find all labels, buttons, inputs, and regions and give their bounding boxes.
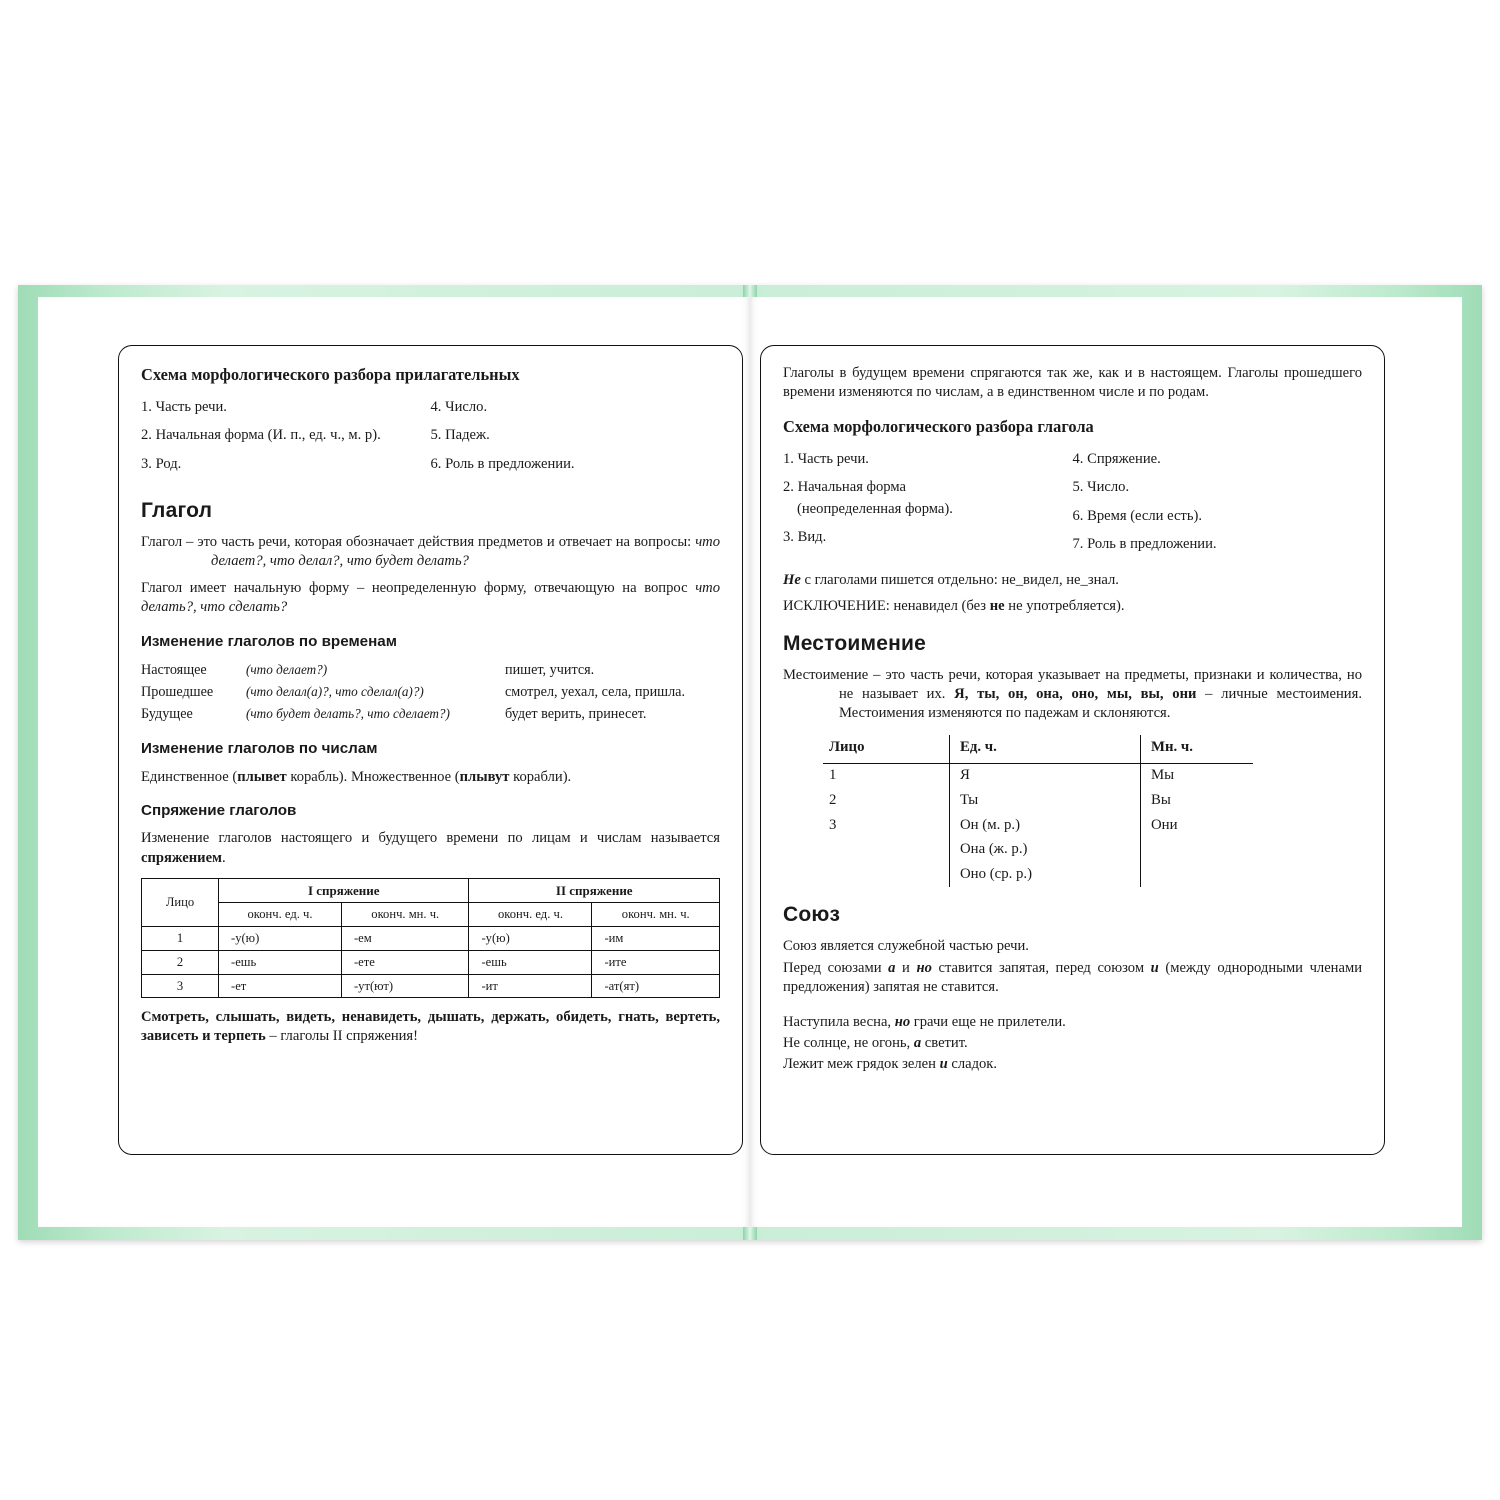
numbers-text-1: Единственное (: [141, 768, 238, 785]
tenses-heading: Изменение глаголов по временам: [141, 632, 397, 650]
tense-question: (что будет делать?, что сделает?): [246, 706, 450, 722]
conjugation-group-2: II спряжение: [469, 879, 720, 903]
tense-name: Будущее: [141, 706, 193, 723]
list-item: 2. Начальная форма: [783, 479, 906, 496]
right-page-frame: [760, 345, 1385, 1155]
conjunction-rule-c: и: [895, 960, 917, 977]
tenses-table: [141, 660, 720, 726]
verb-scheme-col-right: [1073, 450, 1363, 564]
table-row: [823, 838, 1253, 863]
conjugation-subheader: оконч. мн. ч.: [341, 903, 469, 927]
conjunction-example: [783, 1034, 1362, 1053]
conjugation-person: 3: [142, 974, 219, 998]
table-row: [141, 660, 720, 682]
open-book: [18, 285, 1482, 1240]
list-item: 3. Вид.: [783, 528, 827, 545]
conjugation-cell: -ит: [469, 974, 592, 998]
pronoun-definition-2: – личные местоимения. Местоимения изменяются по падежам и склоняются.: [839, 686, 1362, 722]
pronoun-plural-empty: [1141, 863, 1254, 888]
adjective-scheme-title: Схема морфологического разбора прилагательных: [141, 365, 520, 384]
conjunction-example: [783, 1013, 1362, 1032]
tense-examples: пишет, учится.: [505, 662, 595, 679]
pronoun-singular: Оно (ср. р.): [950, 863, 1141, 888]
table-row: [141, 704, 720, 726]
conjugation-cell: -им: [592, 927, 720, 951]
conjugation-person: 1: [142, 927, 219, 951]
numbers-bold-1: плывет: [237, 768, 287, 785]
conjugation-subheader: оконч. ед. ч.: [469, 903, 592, 927]
list-item: 4. Число.: [430, 398, 488, 415]
list-item: 4. Спряжение.: [1072, 450, 1161, 467]
table-row: [823, 813, 1253, 838]
verb-definition: [141, 533, 720, 572]
not-rule-text: с глаголами пишется отдельно: не_видел, не_знал.: [800, 572, 1119, 589]
list-item: 3. Род.: [141, 455, 182, 472]
table-row: [823, 763, 1253, 788]
pronoun-singular: Она (ж. р.): [950, 838, 1141, 863]
table-row: [823, 788, 1253, 813]
example-pre: Наступила весна,: [783, 1014, 895, 1030]
verb-heading: Глагол: [141, 499, 213, 523]
exception-label: ИСКЛЮЧЕНИЕ:: [783, 598, 890, 615]
conjugation-cell: -ем: [341, 927, 469, 951]
list-item-continuation: (неопределенная форма).: [797, 500, 953, 517]
tense-examples: смотрел, уехал, села, пришла.: [505, 684, 686, 701]
verb-future-intro: Глаголы в будущем времени спрягаются так же, как и в настоящем. Глаголы прошедшего времени изменяются по числам, а в единственном числе и по родам.: [783, 365, 1362, 400]
pronoun-table: [823, 735, 1253, 887]
conjugation-cell: -ешь: [469, 950, 592, 974]
conjugation-intro-1: Изменение глаголов настоящего и будущего времени по лицам и числам называется: [141, 830, 720, 847]
verb-definition-questions: что делает?, что делал?, что будет делать?: [211, 533, 721, 570]
conjugation-cell: -ете: [341, 950, 469, 974]
conjugation-cell: -у(ю): [219, 927, 342, 951]
adjective-scheme-list: [141, 398, 720, 483]
exception-text-2: не употребляется).: [1004, 598, 1125, 615]
conjugation-intro-2: .: [222, 849, 226, 866]
conjugation-heading: Спряжение глаголов: [141, 802, 297, 820]
conjugation-cell: -у(ю): [469, 927, 592, 951]
conjugation-intro-bold: спряжением: [141, 849, 222, 866]
verb-initial-form-text: Глагол имеет начальную форму – неопределенную форму, отвечающую на вопрос: [141, 579, 696, 596]
list-item: 7. Роль в предложении.: [1072, 535, 1217, 552]
conjunction-rule-g: (между однородными членами предложения) запятая не ставится.: [783, 960, 1363, 996]
table-row: [141, 682, 720, 704]
table-row: [142, 927, 720, 951]
example-post: грачи еще не прилетели.: [910, 1014, 1066, 1030]
conjunction-a: а: [888, 960, 896, 977]
pronoun-header-singular: Ед. ч.: [950, 735, 1141, 763]
not-rule-exception: [783, 597, 1362, 616]
example-pre: Лежит меж грядок зелен: [783, 1055, 940, 1072]
pronoun-person-empty: [823, 863, 950, 888]
conjugation-cell: -ут(ют): [341, 974, 469, 998]
tense-name: Прошедшее: [141, 684, 214, 701]
verb-definition-rest: – это часть речи, которая обозначает действия предметов и отвечает на вопросы:: [182, 533, 692, 550]
conjunction-no: но: [916, 960, 932, 977]
list-item: 5. Падеж.: [430, 427, 490, 444]
numbers-text-2: корабль). Множественное (: [286, 768, 460, 785]
conjugation-note: [141, 1008, 720, 1046]
pronoun-heading: Местоимение: [783, 632, 927, 656]
numbers-bold-2: плывут: [459, 768, 510, 785]
numbers-heading: Изменение глаголов по числам: [141, 740, 378, 758]
pronoun-singular: Он (м. р.): [950, 813, 1141, 838]
pronoun-header-plural: Мн. ч.: [1141, 735, 1254, 763]
tense-question: (что делал(а)?, что сделал(а)?): [246, 684, 424, 700]
left-page: [38, 297, 750, 1227]
conjugation-subheader: оконч. мн. ч.: [592, 903, 720, 927]
not-rule-particle: Не: [783, 572, 801, 589]
conjugation-cell: -ет: [219, 974, 342, 998]
pronoun-person: 2: [829, 791, 837, 808]
example-pre: Не солнце, не огонь,: [783, 1034, 914, 1051]
list-item: 2. Начальная форма (И. п., ед. ч., м. р).: [141, 427, 381, 444]
conjugation-note-verbs: Смотреть, слышать, видеть, ненавидеть, дышать, держать, обидеть, гнать, вертеть, зависеть и терпеть: [141, 1009, 720, 1045]
pronoun-definition: [783, 666, 1362, 723]
table-row: [142, 974, 720, 998]
verb-scheme-col-left: [783, 450, 1073, 564]
example-conj: но: [894, 1014, 911, 1030]
list-item: 6. Роль в предложении.: [430, 455, 575, 472]
table-header-row: [823, 735, 1253, 763]
numbers-text-3: корабли).: [509, 768, 572, 785]
pronoun-person: 1: [829, 767, 837, 784]
tense-examples: будет верить, принесет.: [505, 706, 647, 723]
conjugation-corner: Лицо: [142, 879, 219, 927]
list-item: 1. Часть речи.: [141, 398, 227, 415]
left-page-frame: [118, 345, 743, 1155]
verb-initial-form: [141, 579, 720, 618]
example-post: светит.: [921, 1034, 968, 1051]
numbers-text: [141, 768, 720, 787]
tense-name: Настоящее: [141, 662, 207, 679]
conjugation-intro: [141, 829, 720, 868]
conjunction-line-1: Союз является служебной частью речи.: [783, 938, 1029, 955]
pronoun-plural: Они: [1141, 813, 1254, 838]
pronoun-singular: Я: [950, 763, 1141, 788]
pronoun-plural: Вы: [1141, 788, 1254, 813]
conjunction-rule: [783, 959, 1362, 997]
conjugation-cell: -ат(ят): [592, 974, 720, 998]
pronoun-definition-1: Местоимение – это часть речи, которая указывает на предметы, признаки и количества, но не называет их.: [783, 667, 1362, 703]
pronoun-person: 3: [829, 816, 837, 833]
conjunction-example: [783, 1055, 1362, 1074]
conjugation-cell: -ите: [592, 950, 720, 974]
pronoun-plural: Мы: [1141, 763, 1254, 788]
table-header-row: [142, 879, 720, 903]
pronoun-singular: Ты: [950, 788, 1141, 813]
list-item: 1. Часть речи.: [783, 450, 869, 467]
table-subheader-row: [142, 903, 720, 927]
pronoun-plural-empty: [1141, 838, 1254, 863]
conjunction-rule-e: ставится запятая, перед союзом: [931, 960, 1151, 977]
example-conj: и: [939, 1055, 948, 1072]
exception-text-1: ненавидел (без: [889, 598, 990, 615]
example-post: сладок.: [947, 1055, 998, 1072]
pronoun-personal-list: Я, ты, он, она, оно, мы, вы, они: [954, 686, 1197, 703]
conjugation-subheader: оконч. ед. ч.: [219, 903, 342, 927]
adjective-scheme-col-right: [431, 398, 721, 483]
pronoun-header-person: Лицо: [823, 735, 950, 763]
list-item: 5. Число.: [1072, 479, 1130, 496]
adjective-scheme-col-left: [141, 398, 431, 483]
table-row: [823, 863, 1253, 888]
conjugation-table: [141, 878, 720, 998]
conjugation-person: 2: [142, 950, 219, 974]
conjugation-note-rest: – глаголы II спряжения!: [265, 1028, 419, 1045]
conjugation-cell: -ешь: [219, 950, 342, 974]
verb-definition-lead: Глагол: [141, 533, 183, 550]
pronoun-person-empty: [823, 838, 950, 863]
example-conj: а: [913, 1034, 922, 1051]
conjunction-i: и: [1150, 960, 1159, 977]
exception-bold: не: [989, 598, 1005, 615]
conjugation-group-1: I спряжение: [219, 879, 469, 903]
list-item: 6. Время (если есть).: [1072, 507, 1202, 524]
verb-scheme-list: [783, 450, 1362, 564]
conjunction-rule-a: Перед союзами: [783, 960, 889, 977]
tense-question: (что делает?): [246, 662, 328, 678]
verb-initial-form-questions: что делать?, что сделать?: [141, 579, 720, 616]
conjunction-heading: Союз: [783, 903, 841, 927]
table-row: [142, 950, 720, 974]
not-rule: [783, 571, 1362, 590]
verb-scheme-title: Схема морфологического разбора глагола: [783, 416, 1094, 436]
right-page: [750, 297, 1462, 1227]
